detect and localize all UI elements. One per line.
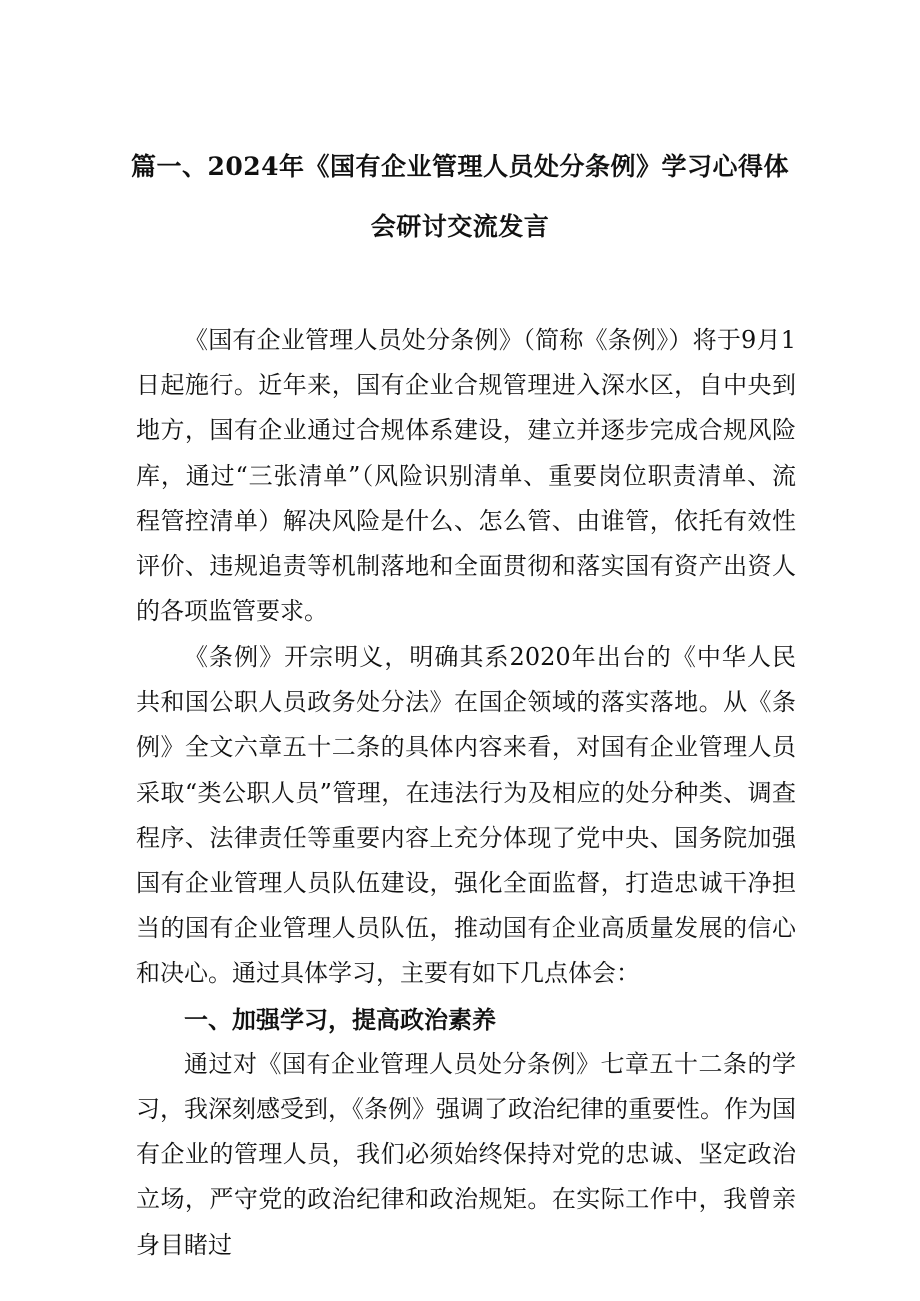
section-heading: 一、加强学习，提高政治素养 <box>184 1004 496 1034</box>
document-title-line-2: 会研讨交流发言 <box>370 212 550 241</box>
document-title-line-1: 篇一、2024年《国有企业管理人员处分条例》学习心得体 <box>130 152 790 181</box>
paragraph-intro: 《国有企业管理人员处分条例》（简称《条例》）将于9月1日起施行。近年来，国有企业合规管理进入深水区，自中央到地方，国有企业通过合规体系建设，建立并逐步完成合规风险库，通过“三张清单”（风险识别清单、重要岗位职责清单、流程管控清单）解决风险是什么、怎么管、由谁管，依托有效性评价、违规追责等机制落地和全面贯彻和落实国有资产出资人的各项监管要求。 <box>136 326 796 626</box>
document-body <box>136 318 796 1268</box>
paragraph-regulation-overview: 《条例》开宗明义，明确其系2020年出台的《中华人民共和国公职人员政务处分法》在国企领域的落实落地。从《条例》全文六章五十二条的具体内容来看，对国有企业管理人员采取“类公职人员”管理，在违法行为及相应的处分种类、调查程序、法律责任等重要内容上充分体现了党中央、国务院加强国有企业管理人员队伍建设，强化全面监督，打造忠诚干净担当的国有企业管理人员队伍，推动国有企业高质量发展的信心和决心。通过具体学习，主要有如下几点体会： <box>136 642 796 988</box>
paragraph-section-one: 通过对《国有企业管理人员处分条例》七章五十二条的学习，我深刻感受到，《条例》强调了政治纪律的重要性。作为国有企业的管理人员，我们必须始终保持对党的忠诚、坚定政治立场，严守党的政治纪律和政治规矩。在实际工作中，我曾亲身目睹过 <box>136 1049 796 1259</box>
